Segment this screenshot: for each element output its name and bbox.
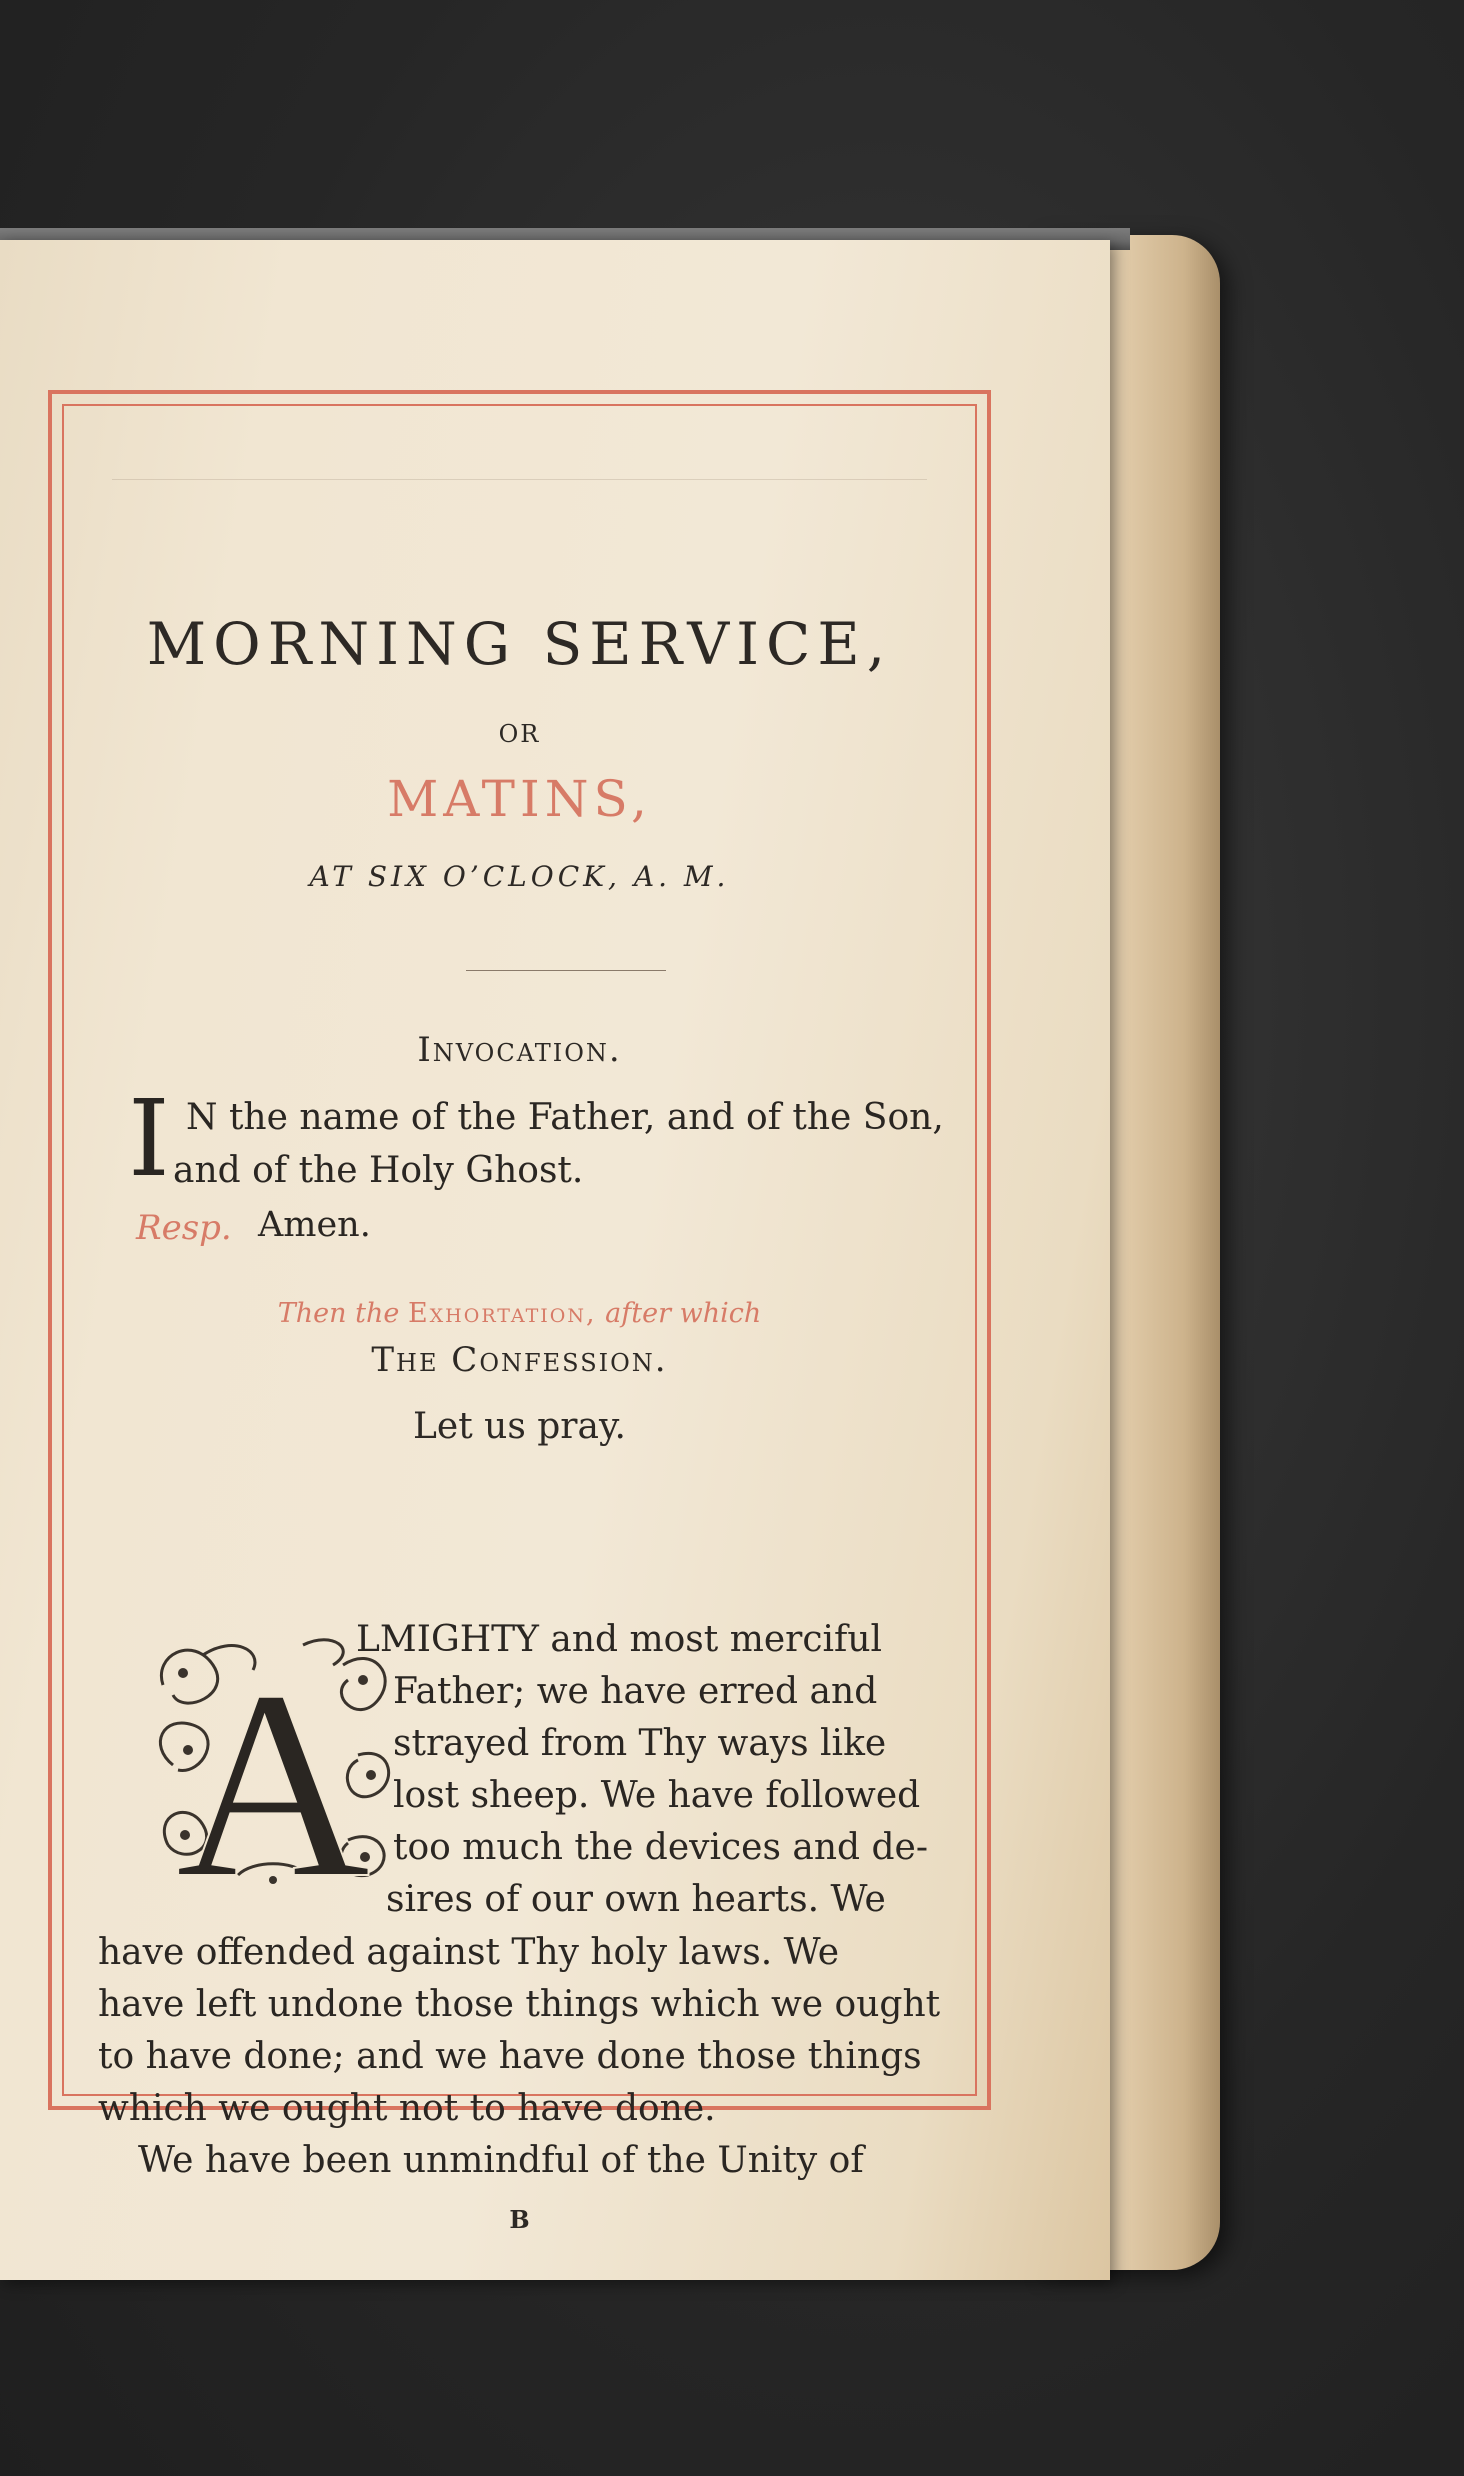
dropcap-i: I [128, 1077, 170, 1200]
invocation-heading: Invocation. [417, 1030, 622, 1070]
rubric-caps: Exhortation, [407, 1298, 597, 1329]
title-divider [466, 970, 666, 971]
confession-line-2: Father; we have erred and [393, 1671, 878, 1712]
ornamental-dropcap-a [143, 1625, 403, 1887]
confession-line-6: sires of our own hearts. We [386, 1879, 886, 1920]
service-time: AT SIX O’CLOCK, A. M. [309, 860, 730, 893]
page-signature: B [509, 2205, 530, 2234]
page-content [48, 390, 991, 2234]
confession-line-7: have offended against Thy holy laws. We [98, 1932, 840, 1973]
invocation-line-1: N the name of the Father, and of the Son, [186, 1097, 944, 1138]
confession-line-11: We have been unmindful of the Unity of [138, 2140, 864, 2181]
confession-line-9: to have done; and we have done those things [98, 2036, 922, 2077]
response-text: Amen. [258, 1205, 371, 1245]
response-label: Resp. [136, 1208, 232, 1248]
rubric-after: after which [605, 1298, 762, 1329]
subtitle-matins: MATINS, [387, 770, 652, 828]
confession-line-8: have left undone those things which we ought [98, 1984, 941, 2025]
page-title: MORNING SERVICE, [146, 610, 893, 678]
confession-line-3: strayed from Thy ways like [393, 1723, 887, 1764]
dropcap-a-letter: A [175, 1635, 371, 1887]
confession-line-10: which we ought not to have done. [98, 2088, 716, 2129]
confession-line-1: LMIGHTY and most merciful [356, 1619, 883, 1660]
confession-line-5: too much the devices and de- [393, 1827, 929, 1868]
rubric-before: Then the [277, 1298, 400, 1329]
exhortation-rubric [48, 1298, 991, 1329]
invocation-line-2: and of the Holy Ghost. [173, 1150, 584, 1191]
book-page [0, 240, 1110, 2280]
confession-line-4: lost sheep. We have followed [393, 1775, 921, 1816]
let-us-pray: Let us pray. [413, 1406, 626, 1447]
title-or: OR [498, 720, 541, 748]
confession-heading: The Confession. [371, 1340, 668, 1380]
